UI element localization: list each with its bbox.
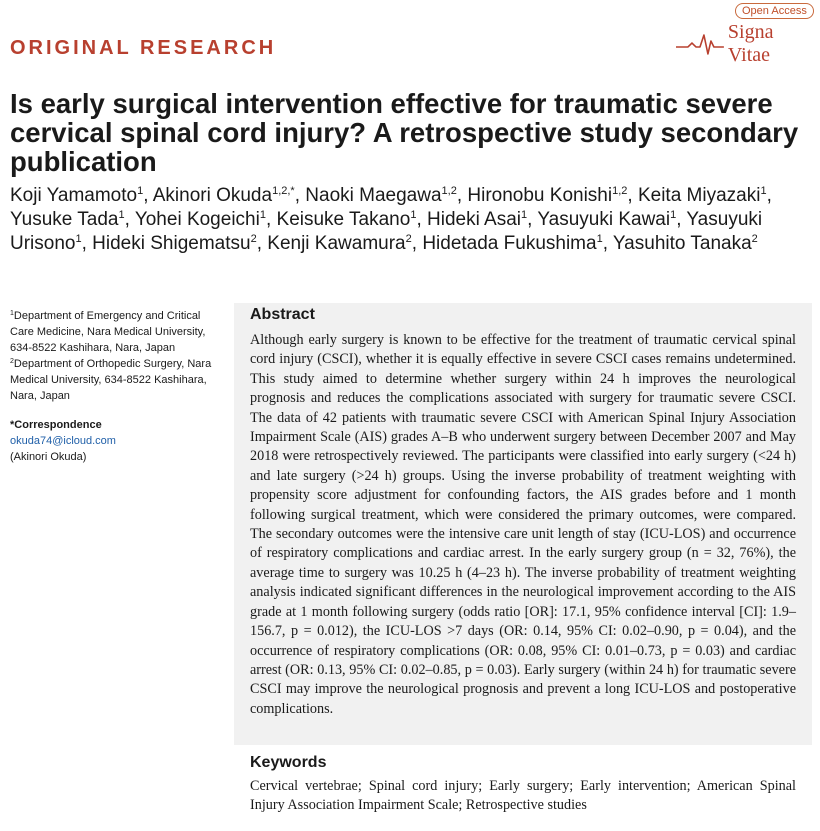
author-affiliation-marker: 1 bbox=[137, 185, 144, 197]
journal-logo[interactable] bbox=[676, 21, 820, 66]
author-name: Yasuyuki Urisono bbox=[10, 209, 763, 254]
author-name: Koji Yamamoto bbox=[10, 185, 138, 206]
affiliation-marker: 1 bbox=[10, 310, 14, 317]
section-label: ORIGINAL RESEARCH bbox=[10, 37, 277, 59]
keywords-heading: Keywords bbox=[250, 754, 327, 771]
affiliation-2 bbox=[10, 356, 225, 404]
author-name: Hideki Asai bbox=[427, 209, 522, 230]
correspondence bbox=[10, 417, 225, 465]
author-name: Keisuke Takano bbox=[276, 209, 411, 230]
author-affiliation-marker: 1 bbox=[410, 209, 417, 221]
author-name: Yohei Kogeichi bbox=[134, 209, 260, 230]
author-name: Keita Miyazaki bbox=[637, 185, 761, 206]
correspondence-name: (Akinori Okuda) bbox=[10, 451, 87, 463]
abstract-text: Although early surgery is known to be effective for the treatment of traumatic cervical spinal cord injury (CSCI), whether it is equally effective in severe CSCI cases remains undetermined. This study aimed to determine whether surgery within 24 h improves the neurological prognosis and reduces the complications associated with surgery for traumatic severe CSCI. The data of 42 patients with traumatic severe CSCI with American Spinal Injury Association Impairment Scale (AIS) grades A–B who underwent surgery between December 2007 and May 2018 were retrospectively reviewed. The participants were classified into early surgery (<24 h) and late surgery (>24 h) groups. Using the inverse probability of treatment weighting with propensity score adjustment for confounding factors, the AIS grades before and 1 month following surgical treatment, which were considered the primary outcomes, were compared. The secondary outcomes were the intensive care unit length of stay (ICU-LOS) and occurrence of respiratory complications and cardiac arrest. In the early surgery group (n = 32, 76%), the average time to surgery was 10.25 h (4–23 h). The inverse probability of treatment weighting analysis indicated significant differences in the neurological improvement according to the AIS grade at 1 month following surgery (odds ratio [OR]: 17.1, 95% confidence interval [CI]: 1.9–156.7, p = 0.012), the ICU-LOS >7 days (OR: 0.14, 95% CI: 0.02–0.90, p = 0.04), and the occurrence of respiratory complications (OR: 0.08, 95% CI: 0.01–0.73, p = 0.03) and cardiac arrest (OR: 0.13, 95% CI: 0.02–0.85, p = 0.03). Early surgery (within 24 h) for traumatic severe CSCI may improve the neurological prognosis and prevent a long ICU-LOS and postoperative complications. bbox=[250, 332, 796, 717]
author-name: Akinori Okuda bbox=[152, 185, 273, 206]
author-name: Yasuyuki Kawai bbox=[537, 209, 671, 230]
author-affiliation-marker: 1 bbox=[75, 233, 82, 245]
affiliation-text: Department of Orthopedic Surgery, Nara Medical University, 634-8522 Kashihara, Nara, Japan bbox=[10, 358, 212, 402]
author-affiliation-marker: 1 bbox=[259, 209, 266, 221]
author-affiliation-marker: 2 bbox=[250, 233, 257, 245]
author-affiliation-marker: 1 bbox=[670, 209, 677, 221]
author-name: Naoki Maegawa bbox=[305, 185, 442, 206]
author-name: Yasuhito Tanaka bbox=[612, 233, 752, 254]
correspondence-email[interactable]: okuda74@icloud.com bbox=[10, 435, 116, 447]
author-list: Koji Yamamoto$^1$, Akinori Okuda$^{1,2,*}$, Naoki Maegawa$^{1,2}$, Hironobu Konishi$^{1,2}$, Keita Miyazaki$^1$, Yusuke Tada$^1$, Yohei Kogeichi$^1$, Keisuke Takano$^1$, Hideki Asai$^1$, Yasuyuki Kawai$^1$, Yasuyuki Urisono$^1$, Hideki Shigematsu$^2$, Kenji Kawamura$^2$, Hidetada Fukushima$^1$, Yasuhito Tanaka$^2$ bbox=[10, 185, 772, 254]
author-affiliation-marker: 1,2,* bbox=[272, 185, 295, 197]
author-name: Kenji Kawamura bbox=[267, 233, 406, 254]
open-access-badge[interactable]: Open Access bbox=[735, 3, 814, 19]
author-affiliation-marker: 2 bbox=[405, 233, 412, 245]
author-affiliation-marker: 1 bbox=[760, 185, 767, 197]
abstract-heading: Abstract bbox=[250, 306, 315, 323]
heartbeat-line-icon bbox=[676, 32, 724, 56]
author-name: Yusuke Tada bbox=[10, 209, 119, 230]
affiliations bbox=[10, 308, 225, 404]
author-affiliation-marker: 1 bbox=[118, 209, 125, 221]
author-name: Hironobu Konishi bbox=[467, 185, 613, 206]
keywords-text: Cervical vertebrae; Spinal cord injury; Early surgery; Early intervention; American Spinal Injury Association Impairment Scale; Retrospective studies bbox=[250, 778, 796, 814]
author-affiliation-marker: 1,2 bbox=[612, 185, 628, 197]
author-affiliation-marker: 1,2 bbox=[441, 185, 457, 197]
article-title: Is early surgical intervention effective for traumatic severe cervical spinal cord injury? A retrospective study secondary publication bbox=[10, 88, 799, 177]
author-affiliation-marker: 2 bbox=[751, 233, 758, 245]
affiliation-marker: 2 bbox=[10, 358, 14, 365]
author-affiliation-marker: 1 bbox=[521, 209, 528, 221]
affiliation-1 bbox=[10, 308, 225, 356]
journal-name: Signa Vitae bbox=[727, 21, 774, 66]
author-name: Hideki Shigematsu bbox=[92, 233, 251, 254]
author-affiliation-marker: 1 bbox=[596, 233, 603, 245]
affiliation-text: Department of Emergency and Critical Care Medicine, Nara Medical University, 634-8522 Kashihara, Nara, Japan bbox=[10, 310, 206, 354]
author-name: Hidetada Fukushima bbox=[422, 233, 597, 254]
correspondence-heading: *Correspondence bbox=[10, 419, 102, 431]
